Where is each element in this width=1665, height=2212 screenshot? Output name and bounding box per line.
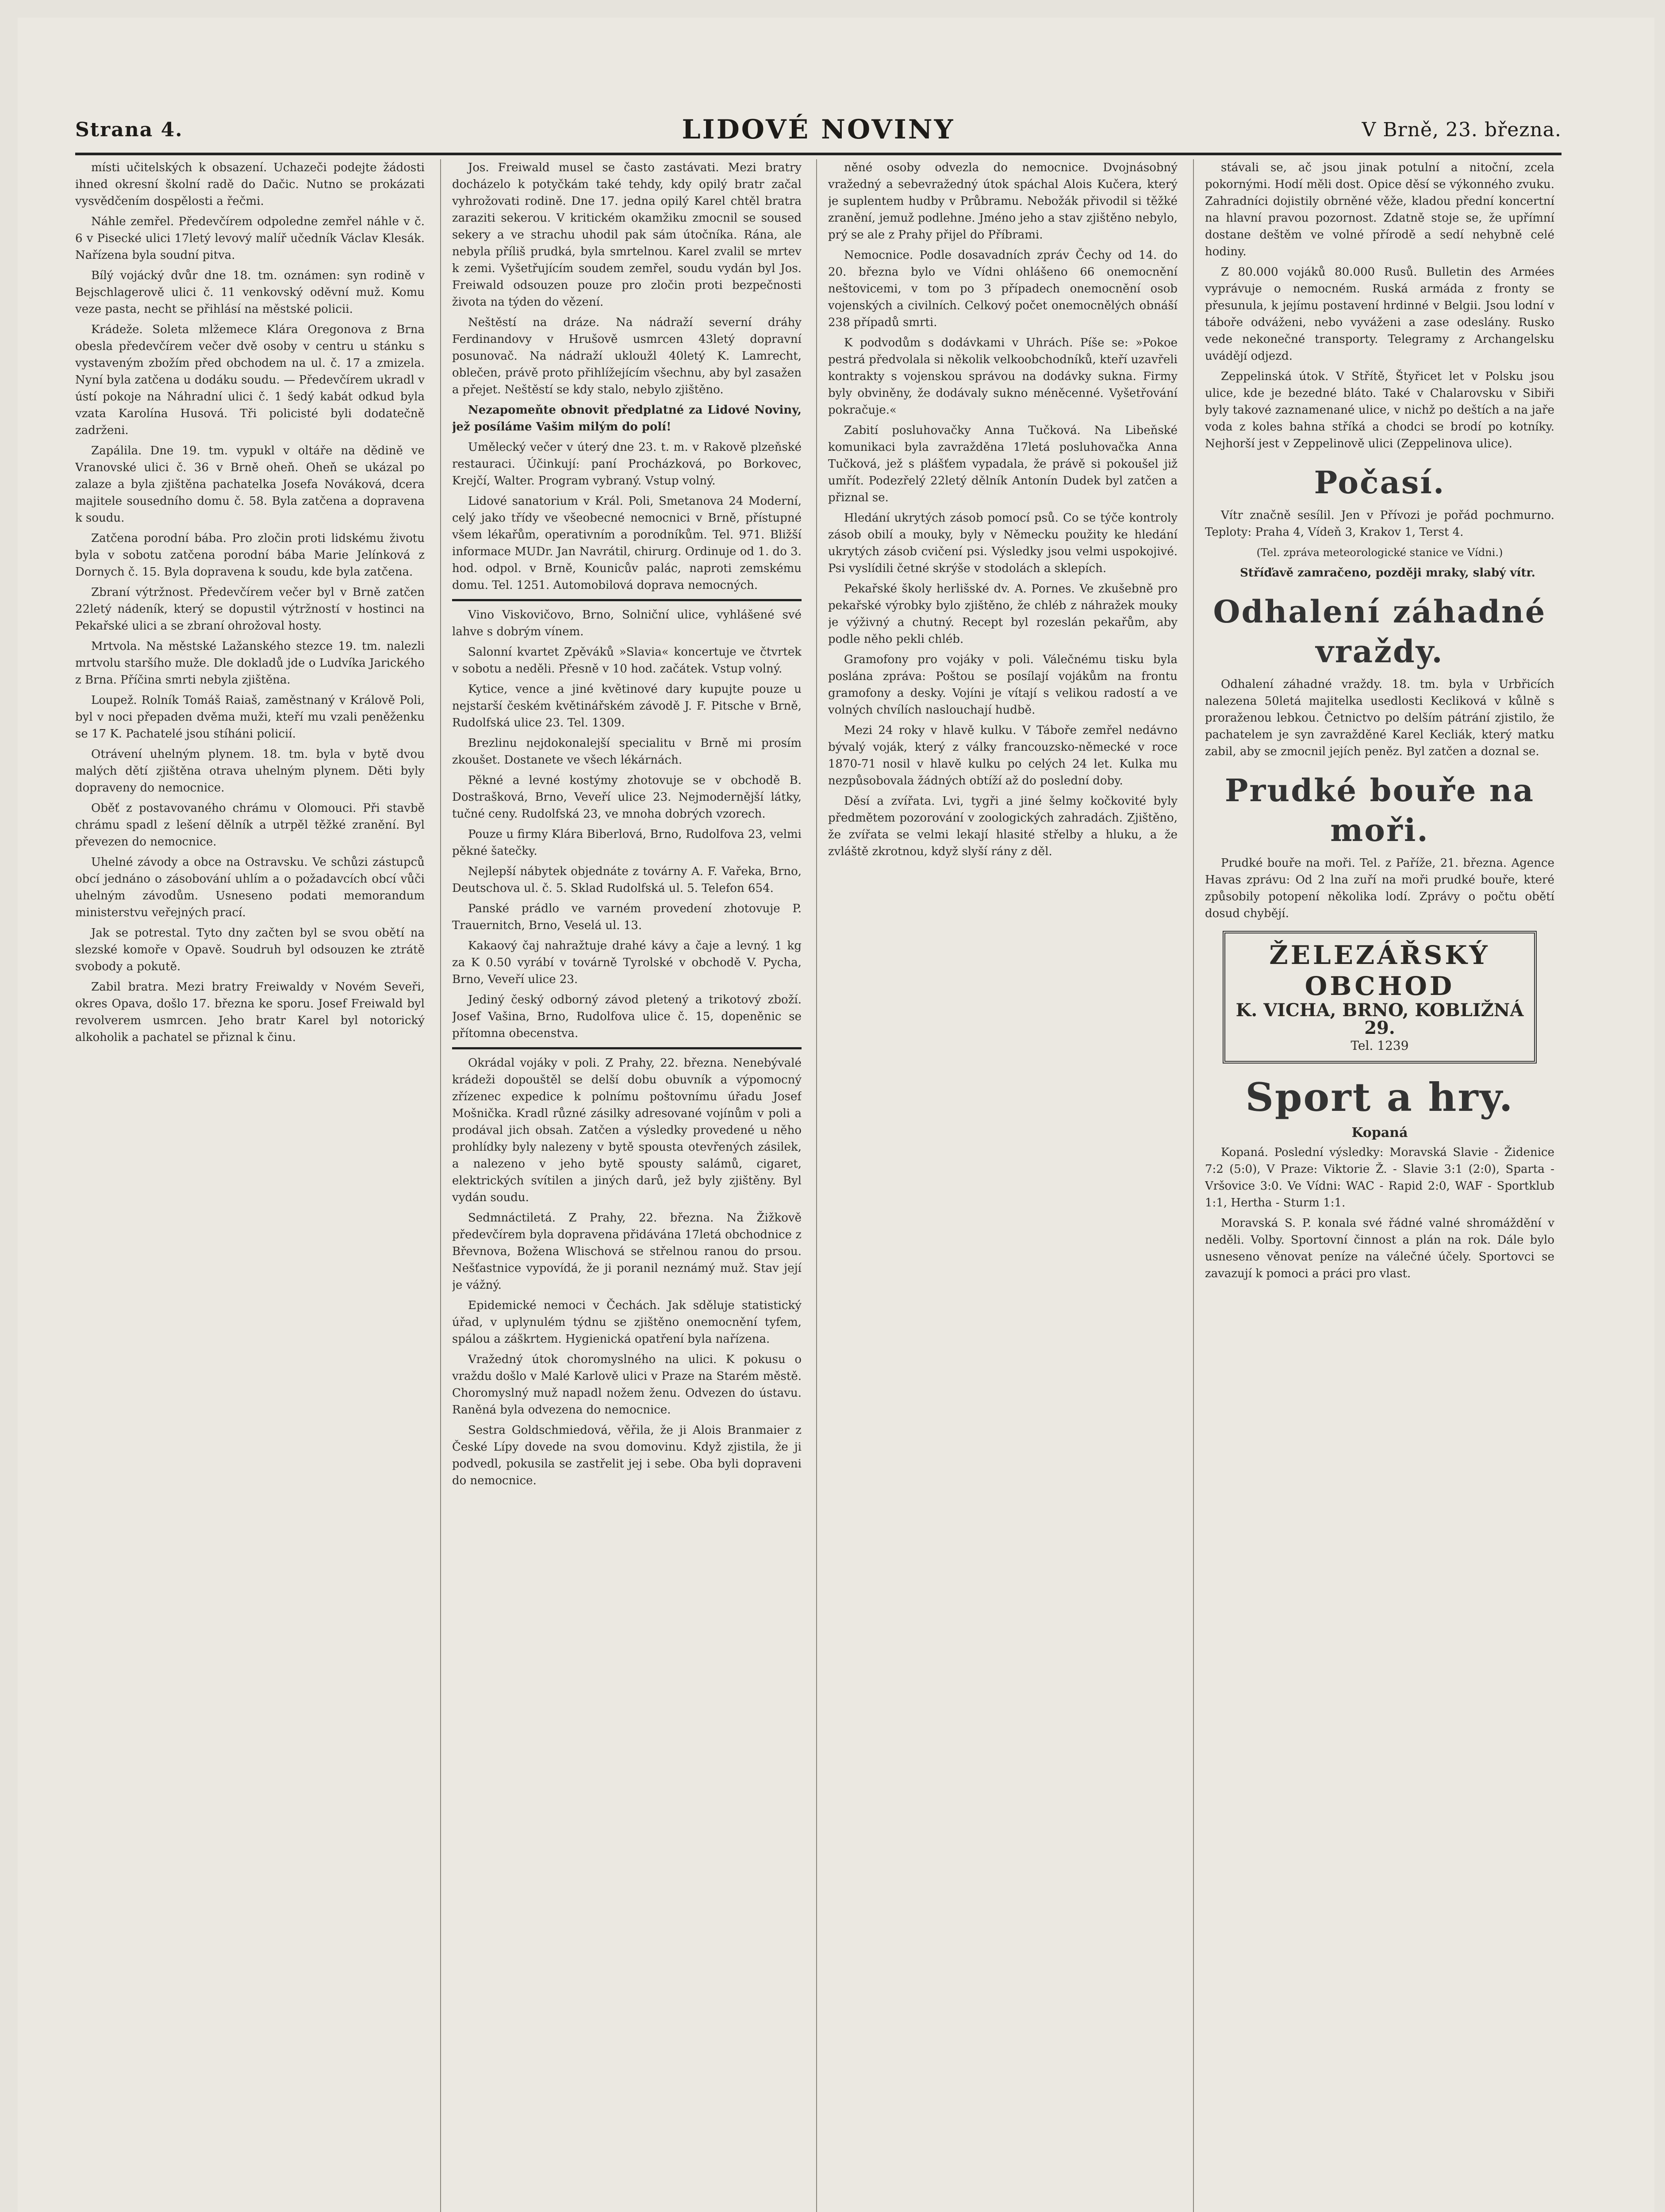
column-3 (828, 159, 1178, 2212)
place-date: V Brně, 23. března. (1362, 119, 1561, 141)
sport-heading: Sport a hry. (1245, 1074, 1514, 1120)
murder-heading: Odhalení záhadné vraždy. (1213, 593, 1546, 670)
article-paragraph: Umělecký večer v úterý dne 23. t. m. v Rakově plzeňské restauraci. Účinkují: paní Procházková, po Borkovec, Krejčí, Walter. Program vybraný. Vstup volný. (452, 441, 802, 488)
ad-paragraph: Vino Viskovičovo, Brno, Solniční ulice, vyhlášené své lahve s dobrým vínem. (452, 608, 802, 638)
article-paragraph: něné osoby odvezla do nemocnice. Dvojnásobný vražedný a sebevražedný útok spáchal Alois Kučera, který je suplentem hudby v Průbramu. Nebožák přivodil si těžké zranění, jemuž podlehne. Jméno jeho a stav zjištěno nebylo, prý se ale z Prahy přijel do Příbrami. (828, 161, 1178, 242)
article-paragraph: Mrtvola. Na městské Lažanského stezce 19. tm. nalezli mrtvolu staršího muže. Dle dokladů jde o Ludvíka Jarického z Brna. Příčina smrti nebyla zjištěna. (75, 640, 425, 687)
football-subheading: Kopaná (1351, 1125, 1408, 1141)
weather-text: Vítr značně sesílil. Jen v Přívozi je pořád pochmurno. Teploty: Praha 4, Vídeň 3, Krakov 1, Terst 4. (1205, 509, 1554, 539)
ad-paragraph: Pouze u firmy Klára Biberlová, Brno, Rudolfova 23, velmi pěkné šatečky. (452, 828, 802, 858)
article-paragraph: Mezi 24 roky v hlavě kulku. V Táboře zemřel nedávno bývalý voják, který z války francouzsko-německé v roce 1870-71 nosil v hlavě kulku po celých 24 let. Kulka mu nezpůsobovala žádných obtíží až do poslední doby. (828, 724, 1178, 787)
article-paragraph: Lidové sanatorium v Král. Poli, Smetanova 24 Moderní, celý jako třídy ve všeobecné nemocnici v Brně, přístupné všem lékařům, operativním a porodníkům. Tel. 971. Bližší informace MUDr. Jan Navrátil, chirurg. Ordinuje od 1. do 3. hod. odpol. v Brně, Kounicův palác, naproti zemskému domu. Tel. 1251. Automobilová doprava nemocných. (452, 495, 802, 592)
masthead (75, 114, 1561, 150)
ad-paragraph: Kakaový čaj nahražtuje drahé kávy a čaje a levný. 1 kg za K 0.50 vyrábí v továrně Tyrolské v obchodě V. Pycha, Brno, Veveří ulice 23. (452, 939, 802, 986)
section-rule (452, 599, 802, 601)
ad-phone: Tel. 1239 (1350, 1038, 1409, 1053)
article-paragraph: Neštěstí na dráze. Na nádraží severní dráhy Ferdinandovy v Hrušově usmrcen 43letý dopravní posunovač. Na nádraží ukloužl 40letý K. Lamrecht, oblečen, právě proto přihlížejícím všechnu, aby byl zasažen a přejet. Neštěstí se kdy stalo, nebylo zjištěno. (452, 316, 802, 396)
column-divider (816, 159, 817, 2212)
article-paragraph: Jos. Freiwald musel se často zastávati. Mezi bratry docházelo k potyčkám také tehdy, kdy opilý bratr začal vyhrožovati rodině. Dne 17. jedna opilý Karel chtěl bratra zaraziti sekerou. V kritickém okamžiku zmocnil se soused sekery a ve strachu uhodil pak sám útočníka. Rána, ale nebyla příliš prudká, byla smrtelnou. Karel zvalil se mrtev k zemi. Vyšetřujícím soudem zemřel, soudu vydán byl Jos. Freiwald odsouzen pouze pro zločin proti bezpečnosti života na týden do vězení. (452, 161, 802, 309)
ad-address: K. VICHA, BRNO, KOBLIŽNÁ 29. (1235, 1000, 1524, 1038)
ad-paragraph: Brezlinu nejdokonalejší specialitu v Brně mi prosím zkoušet. Dostanete ve všech lékárnách. (452, 737, 802, 767)
article-paragraph: Otrávení uhelným plynem. 18. tm. byla v bytě dvou malých dětí zjištěna otrava uhelným plynem. Děti byly dopraveny do nemocnice. (75, 748, 425, 795)
article-paragraph: Sedmnáctiletá. Z Prahy, 22. března. Na Žižkově předevčírem byla dopravena přidávána 17letá obchodnice z Břevnova, Božena Wlischová se střelnou ranou do prsou. Nešťastnice vypovídá, že ji poranil neznámý muž. Stav její je vážný. (452, 1211, 802, 1292)
ad-paragraph: Salonní kvartet Zpěváků »Slavia« koncertuje ve čtvrtek v sobotu a neděli. Přesně v 10 hod. začátek. Vstup volný. (452, 645, 802, 676)
weather-forecast: Stříďavě zamračeno, později mraky, slabý vítr. (1240, 566, 1535, 580)
article-paragraph: Epidemické nemoci v Čechách. Jak sděluje statistický úřad, v uplynulém týdnu se zjištěno onemocnění tyfem, spálou a záškrtem. Hygienická opatření byla nařízena. (452, 1299, 802, 1346)
page-number: Strana 4. (75, 119, 183, 141)
article-paragraph: Prudké bouře na moři. Tel. z Paříže, 21. března. Agence Havas zprávu: Od 2 lna zuří na moři prudké bouře, které způsobily potopení několika lodí. Zprávy o počtu obětí dosud chybějí. (1205, 856, 1554, 920)
article-paragraph: Okrádal vojáky v poli. Z Prahy, 22. března. Nenebývalé krádeži dopouštěl se delší dobu obuvník a výpomocný zřízenec expedice k polnímu poštovnímu úřadu Josef Mošnička. Kradl různé zásilky adresované vojínům v poli a prodával jich obsah. Zatčen a výsledky provedené u něho prohlídky byly nalezeny v bytě spousta otevřených zásilek, a nalezeno v jeho bytě spousty salámů, cigaret, elektrických svítilen a jiných darů, jež byly zjištěny. Byl vydán soudu. (452, 1056, 802, 1204)
article-paragraph: Vražedný útok choromyslného na ulici. K pokusu o vraždu došlo v Malé Karlově ulici v Praze na Starém městě. Choromyslný muž napadl nožem ženu. Odvezen do ústavu. Raněná byla odvezena do nemocnice. (452, 1353, 802, 1417)
ad-paragraph: Kytice, vence a jiné květinové dary kupujte pouze u nejstarší českém květinářském závodě J. F. Pitsche v Brně, Rudolfská ulice 23. Tel. 1309. (452, 683, 802, 730)
header-rule (75, 153, 1561, 155)
section-rule (452, 1047, 802, 1049)
column-divider (440, 159, 441, 2212)
article-paragraph: Uhelné závody a obce na Ostravsku. Ve schůzi zástupců obcí jednáno o zásobování uhlím a o požadavcích obcí vůči uhelným závodům. Usneseno podati memorandum ministerstvu veřejných prací. (75, 856, 425, 919)
article-paragraph: Zbraní výtržnost. Předevčírem večer byl v Brně zatčen 22letý nádeník, který se dopustil výtržností v hostinci na Pekařské ulici a se zbraní ohrožoval hosty. (75, 586, 425, 633)
article-paragraph: Bílý vojácký dvůr dne 18. tm. oznámen: syn rodině v Bejschlagerově ulici č. 11 venkovský oděvní muž. Komu veze pasta, necht se přihlásí na městské policii. (75, 269, 425, 316)
newspaper-title: LIDOVÉ NOVINY (682, 114, 955, 145)
article-paragraph: K podvodům s dodávkami v Uhrách. Píše se: »Pokoe pestrá předvolala si několik velkoobchodníků, kteří uzavřeli kontrakty s vojenskou správou na dodávky sukna. Firmy byly obviněny, že dodávaly sukno méněcenné. Vyšetřování pokračuje.« (828, 336, 1178, 417)
ad-paragraph: Nejlepší nábytek objednáte z továrny A. F. Vařeka, Brno, Deutschova ul. č. 5. Sklad Rudolfská ul. 5. Telefon 654. (452, 865, 802, 895)
article-paragraph: Odhalení záhadné vraždy. 18. tm. byla v Urbřicích nalezena 50letá majitelka usedlosti Kecliková v kůlně s proraženou lebkou. Četnictvo po delším pátrání zjistilo, že pachatelem je syn zavražděné Karel Kecliák, který matku zabil, aby se zmocnil jejích peněz. Byl zatčen a doznal se. (1205, 678, 1554, 758)
article-paragraph: Loupež. Rolník Tomáš Raiaš, zaměstnaný v Králově Poli, byl v noci přepaden dvěma muži, kteří mu vzali peněženku se 17 K. Pachatelé jsou stíháni policií. (75, 694, 425, 741)
article-paragraph: Zapálila. Dne 19. tm. vypukl v oltáře na dědině ve Vranovské ulici č. 36 v Brně oheň. Oheň se ukázal po zalaze a byla zjištěna pachatelka Josefa Nováková, dcera majitele sousedního domu č. 58. Byla zatčena a dopravena k soudu. (75, 444, 425, 525)
article-paragraph: Děsí a zvířata. Lvi, tygři a jiné šelmy kočkovité byly předmětem pozorování v zoologických zahradách. Zjištěno, že zvířata se velmi lekají hlasité střelby a hluku, a že zvláště zkrotnou, když slyší rány z děl. (828, 795, 1178, 858)
article-paragraph: Pekařské školy herlišské dv. A. Pornes. Ve zkušebně pro pekařské výrobky bylo zjištěno, že chléb z náhražek mouky je výživný a chutný. Recept byl rozeslán pekařům, aby podle něho pekli chléb. (828, 582, 1178, 646)
article-paragraph: Hledání ukrytých zásob pomocí psů. Co se týče kontroly zásob obilí a mouky, byly v Německu použity ke hledání ukrytých zásob cvičení psi. Výsledky jsou velmi uspokojivé. Psi vyslídili četné skrýše v stodolách a sklepích. (828, 511, 1178, 575)
article-paragraph: Zabil bratra. Mezi bratry Freiwaldy v Novém Seveři, okres Opava, došlo 17. března ke sporu. Josef Freiwald byl revolverem usmrcen. Jeho bratr Karel byl notorický alkoholik a pachatel se přiznal k činu. (75, 980, 425, 1044)
article-paragraph: Sestra Goldschmiedová, věřila, že ji Alois Branmaier z České Lípy dovede na svou domovinu. Když zjistila, že ji podvedl, pokusila se zastřelit jej i sebe. Oba byli dopraveni do nemocnice. (452, 1424, 802, 1487)
article-paragraph: Nemocnice. Podle dosavadních zpráv Čechy od 14. do 20. března bylo ve Vídni ohlášeno 66 onemocnění neštovicemi, v tom po 3 případech onemocnění osob vojenských a civilních. Celkový počet onemocnělých obnáší 238 případů smrti. (828, 249, 1178, 329)
article-paragraph: Náhle zemřel. Předevčírem odpoledne zemřel náhle v č. 6 v Pisecké ulici 17letý levový malíř učedník Václav Klesák. Nařízena byla soudní pitva. (75, 215, 425, 262)
storm-heading: Prudké bouře na moři. (1224, 772, 1535, 849)
article-paragraph: stávali se, ač jsou jinak potulní a nitoční, zcela pokornými. Hodí měli dost. Opice děsí se výkonného zvuku. Zahradníci dojistily obrněné věže, kladou přední koncertní na hlavní pravou pozornost. Zdatně stoje se, že upřímní dostane deštěm ve volné přírodě a sedí nehybně celé hodiny. (1205, 161, 1554, 258)
article-paragraph: Zabití posluhovačky Anna Tučková. Na Libeňské komunikaci byla zavražděna 17letá posluhovačka Anna Tučková, jež s plášťem vypadala, že právě si pokoušel již umřít. Podezřelý 22letý dělník Antonín Dudek byl zatčen a přiznal se. (828, 424, 1178, 504)
article-paragraph: Z 80.000 vojáků 80.000 Rusů. Bulletin des Armées vyprávuje o nemocném. Ruská armáda z fronty se přesunula, k jejímu postavení hrdinné v Belgii. Jsou lodní v táboře odváženi, nebo vyváženi a zase odeslány. Rusko vede nekonečné transporty. Telegramy z Archangelsku uvádějí odjezd. (1205, 265, 1554, 363)
weather-source: (Tel. zpráva meteorologické stanice ve Vídni.) (1256, 546, 1503, 559)
ad-paragraph: Jediný český odborný závod pletený a trikotový zboží. Josef Vašina, Brno, Rudolfova ulice č. 15, dopeněnic se přítomna obecenstva. (452, 993, 802, 1040)
hardware-store-ad (1223, 931, 1537, 1064)
article-paragraph: Gramofony pro vojáky v poli. Válečnému tisku byla poslána zpráva: Poštou se posílají vojákům na frontu gramofony a desky. Vojíni je vítají s velikou radostí a ve volných chvílích naslouchají hudbě. (828, 653, 1178, 717)
column-2 (452, 159, 802, 2212)
ad-title: ŽELEZÁŘSKÝ OBCHOD (1269, 940, 1490, 1001)
notice-paragraph: Nezapomeňte obnovit předplatné za Lidové Noviny, jež posíláme Vašim milým do polí! (452, 403, 802, 434)
article-paragraph: Zeppelinská útok. V Střítě, Štyřicet let v Polsku jsou ulice, kde je bezedné bláto. Také v Chalarovsku v Sibiři byly takové zaznamenané ulice, v nichž po deštích a na jaře voda z koles bahna stříká a chodci se brodí po kotníky. Nejhorší jest v Zeppelinově ulici (Zeppelinova ulice). (1205, 370, 1554, 450)
column-4 (1205, 159, 1554, 2212)
ad-paragraph: Pěkné a levné kostýmy zhotovuje se v obchodě B. Dostrašková, Brno, Veveří ulice 23. Nejmodernější látky, tučné ceny. Rudolfská 23, ve mnoha dobrých vzorech. (452, 774, 802, 821)
weather-heading: Počasí. (1314, 464, 1446, 501)
ad-paragraph: Panské prádlo ve varném provedení zhotovuje P. Trauernitch, Brno, Veselá ul. 13. (452, 902, 802, 932)
article-paragraph: místi učitelských k obsazení. Uchazeči podejte žádosti ihned okresní školní radě do Dačic. Nutno se prokázati vysvědčením dospělosti a řečmi. (75, 161, 425, 208)
column-1 (75, 159, 425, 2212)
article-paragraph: Moravská S. P. konala své řádné valné shromáždění v neděli. Volby. Sportovní činnost a plán na rok. Dále bylo usneseno věnovat peníze na válečné účely. Sportovci se zavazují k pomoci a práci pro vlast. (1205, 1217, 1554, 1280)
article-paragraph: Jak se potrestal. Tyto dny začten byl se svou obětí na slezské komoře v Opavě. Soudruh byl odsouzen ke ztrátě svobody a pokutě. (75, 926, 425, 973)
article-paragraph: Oběť z postavovaného chrámu v Olomouci. Při stavbě chrámu spadl z lešení dělník a utrpěl těžké zranění. Byl převezen do nemocnice. (75, 802, 425, 849)
article-paragraph: Kopaná. Poslední výsledky: Moravská Slavie - Židenice 7:2 (5:0), V Praze: Viktorie Ž. - Slavie 3:1 (2:0), Sparta - Vršovice 3:0. Ve Vídni: WAC - Rapid 2:0, WAF - Sportklub 1:1, Hertha - Sturm 1:1. (1205, 1146, 1554, 1210)
article-paragraph: Zatčena porodní bába. Pro zločin proti lidskému životu byla v sobotu zatčena porodní bába Marie Jelínková z Dornych č. 15. Byla dopravena k soudu, kde byla zatčena. (75, 532, 425, 579)
article-paragraph: Krádeže. Soleta mlžemece Klára Oregonova z Brna obesla předevčírem večer dvě osoby v centru u stánku s vystaveným zbožím před obchodem na ul. č. 17 a zmizela. Nyní byla zatčena u dodáku soudu. — Předevčírem ukradl v ústí pokoje na Náhradní ulici č. 1 šedý kabát odkud byla vzata Karolína Husová. Tři policisté byli dodatečně zadrženi. (75, 323, 425, 437)
column-divider (1193, 159, 1194, 2212)
